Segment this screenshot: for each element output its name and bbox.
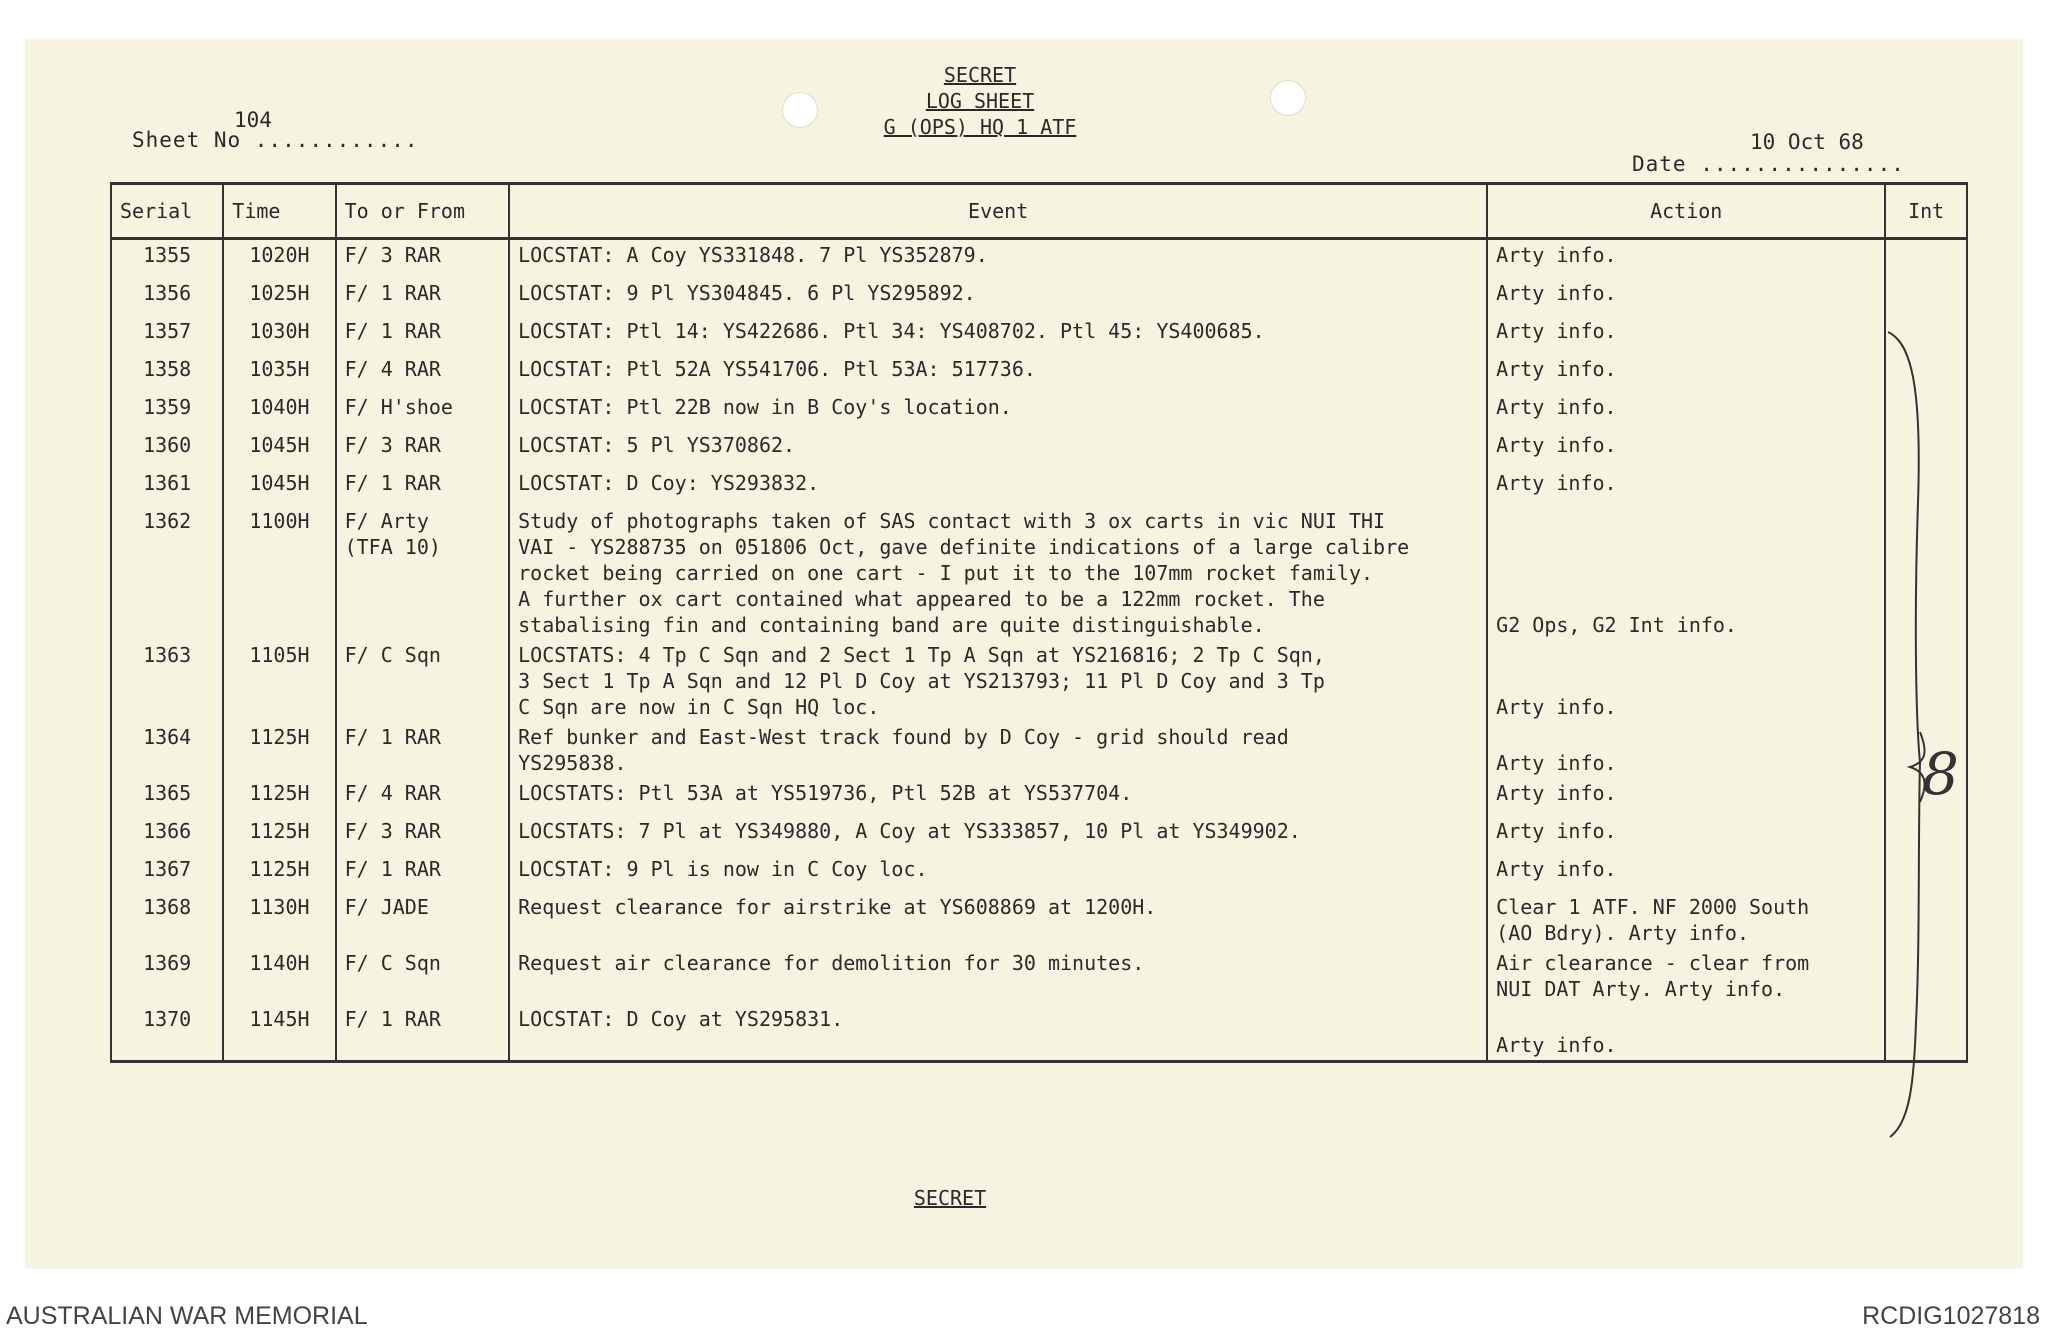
serial-cell: 1367	[111, 854, 223, 892]
document-title: LOG SHEET	[925, 89, 1035, 113]
time-cell: 1145H	[223, 1004, 335, 1062]
action-cell: Arty info.	[1487, 354, 1885, 392]
serial-cell: 1362	[111, 506, 223, 640]
sheet-number-value: 104	[234, 108, 272, 132]
time-cell: 1125H	[223, 854, 335, 892]
serial-cell: 1357	[111, 316, 223, 354]
event-cell: LOCSTAT: Ptl 14: YS422686. Ptl 34: YS408702. Ptl 45: YS400685.	[509, 316, 1487, 354]
time-cell: 1105H	[223, 640, 335, 722]
table-row	[111, 816, 1967, 854]
column-header-event: Event	[509, 184, 1487, 239]
action-cell: Arty info.	[1487, 392, 1885, 430]
table-row	[111, 892, 1967, 948]
to-from-cell: F/ 1 RAR	[336, 1004, 510, 1062]
classification-top: SECRET	[943, 63, 1017, 87]
to-from-cell: F/ 1 RAR	[336, 278, 510, 316]
time-cell: 1045H	[223, 430, 335, 468]
to-from-cell: F/ 1 RAR	[336, 468, 510, 506]
date-label: Date ...............	[1632, 152, 1905, 176]
to-from-cell: F/ 3 RAR	[336, 816, 510, 854]
credit-institution: AUSTRALIAN WAR MEMORIAL	[6, 1302, 368, 1330]
date-value: 10 Oct 68	[1750, 130, 1864, 154]
to-from-cell: F/ 1 RAR	[336, 854, 510, 892]
to-from-cell: F/ 4 RAR	[336, 354, 510, 392]
serial-cell: 1355	[111, 239, 223, 279]
time-cell: 1045H	[223, 468, 335, 506]
int-initial: 8	[1922, 740, 1959, 808]
table-row	[111, 354, 1967, 392]
action-cell: Arty info.	[1487, 778, 1885, 816]
serial-cell: 1365	[111, 778, 223, 816]
serial-cell: 1366	[111, 816, 223, 854]
action-cell: Clear 1 ATF. NF 2000 South (AO Bdry). Arty info.	[1487, 892, 1885, 948]
time-cell: 1035H	[223, 354, 335, 392]
event-cell: LOCSTATS: Ptl 53A at YS519736, Ptl 52B at YS537704.	[509, 778, 1487, 816]
table-row	[111, 722, 1967, 778]
punch-hole-right	[1270, 80, 1306, 116]
int-bracket-mark	[1880, 322, 1950, 1142]
time-cell: 1020H	[223, 239, 335, 279]
credit-record-id: RCDIG1027818	[1862, 1302, 2040, 1330]
punch-hole-left	[782, 92, 818, 128]
action-cell: Arty info.	[1487, 854, 1885, 892]
column-header-serial: Serial	[111, 184, 223, 239]
action-cell: Arty info.	[1487, 816, 1885, 854]
to-from-cell: F/ 3 RAR	[336, 430, 510, 468]
to-from-cell: F/ 1 RAR	[336, 316, 510, 354]
event-cell: LOCSTAT: 9 Pl YS304845. 6 Pl YS295892.	[509, 278, 1487, 316]
column-header-time: Time	[223, 184, 335, 239]
table-row	[111, 430, 1967, 468]
column-header-action: Action	[1487, 184, 1885, 239]
log-table-body	[111, 239, 1967, 1062]
to-from-cell: F/ 4 RAR	[336, 778, 510, 816]
event-cell: LOCSTAT: D Coy at YS295831.	[509, 1004, 1487, 1062]
table-row	[111, 778, 1967, 816]
time-cell: 1125H	[223, 816, 335, 854]
time-cell: 1130H	[223, 892, 335, 948]
to-from-cell: F/ Arty (TFA 10)	[336, 506, 510, 640]
event-cell: Ref bunker and East-West track found by D Coy - grid should read YS295838.	[509, 722, 1487, 778]
time-cell: 1030H	[223, 316, 335, 354]
event-cell: Study of photographs taken of SAS contact with 3 ox carts in vic NUI THI VAI - YS288735 on 051806 Oct, gave definite indications of a large calibre rocket being carried on one cart - I put it to the 107mm rocket family. A further ox cart contained what appeared to be a 122mm rocket. The stabalising fin and containing band are quite distinguishable.	[509, 506, 1487, 640]
table-row	[111, 239, 1967, 279]
serial-cell: 1368	[111, 892, 223, 948]
serial-cell: 1358	[111, 354, 223, 392]
to-from-cell: F/ C Sqn	[336, 948, 510, 1004]
event-cell: LOCSTAT: Ptl 22B now in B Coy's location.	[509, 392, 1487, 430]
event-cell: LOCSTAT: D Coy: YS293832.	[509, 468, 1487, 506]
action-cell: G2 Ops, G2 Int info.	[1487, 506, 1885, 640]
time-cell: 1125H	[223, 778, 335, 816]
time-cell: 1025H	[223, 278, 335, 316]
event-cell: Request clearance for airstrike at YS608869 at 1200H.	[509, 892, 1487, 948]
table-row	[111, 392, 1967, 430]
to-from-cell: F/ 1 RAR	[336, 722, 510, 778]
action-cell: Arty info.	[1487, 722, 1885, 778]
time-cell: 1140H	[223, 948, 335, 1004]
event-cell: LOCSTATS: 7 Pl at YS349880, A Coy at YS333857, 10 Pl at YS349902.	[509, 816, 1487, 854]
event-cell: LOCSTAT: Ptl 52A YS541706. Ptl 53A: 517736.	[509, 354, 1487, 392]
action-cell: Arty info.	[1487, 640, 1885, 722]
int-cell	[1885, 278, 1967, 316]
serial-cell: 1360	[111, 430, 223, 468]
table-row	[111, 854, 1967, 892]
serial-cell: 1361	[111, 468, 223, 506]
serial-cell: 1369	[111, 948, 223, 1004]
time-cell: 1040H	[223, 392, 335, 430]
table-row	[111, 948, 1967, 1004]
event-cell: LOCSTATS: 4 Tp C Sqn and 2 Sect 1 Tp A Sqn at YS216816; 2 Tp C Sqn, 3 Sect 1 Tp A Sqn and 12 Pl D Coy at YS213793; 11 Pl D Coy and 3 Tp C Sqn are now in C Sqn HQ loc.	[509, 640, 1487, 722]
action-cell: Arty info.	[1487, 430, 1885, 468]
table-row	[111, 278, 1967, 316]
table-row	[111, 468, 1967, 506]
action-cell: Arty info.	[1487, 468, 1885, 506]
time-cell: 1100H	[223, 506, 335, 640]
serial-cell: 1356	[111, 278, 223, 316]
document-header	[860, 62, 1100, 140]
to-from-cell: F/ H'shoe	[336, 392, 510, 430]
column-header-to-from: To or From	[336, 184, 510, 239]
int-cell	[1885, 239, 1967, 279]
event-cell: LOCSTAT: 5 Pl YS370862.	[509, 430, 1487, 468]
sheet-number-label: Sheet No ............	[132, 128, 419, 152]
table-row	[111, 640, 1967, 722]
unit-name: G (OPS) HQ 1 ATF	[883, 115, 1077, 139]
action-cell: Arty info.	[1487, 239, 1885, 279]
action-cell: Arty info.	[1487, 1004, 1885, 1062]
classification-bottom: SECRET	[913, 1186, 987, 1210]
table-header-row	[111, 184, 1967, 239]
to-from-cell: F/ 3 RAR	[336, 239, 510, 279]
to-from-cell: F/ JADE	[336, 892, 510, 948]
action-cell: Arty info.	[1487, 316, 1885, 354]
table-row	[111, 1004, 1967, 1062]
serial-cell: 1363	[111, 640, 223, 722]
sheet-number	[132, 108, 419, 152]
serial-cell: 1359	[111, 392, 223, 430]
table-row	[111, 506, 1967, 640]
sheet-date	[1632, 130, 1905, 176]
event-cell: LOCSTAT: 9 Pl is now in C Coy loc.	[509, 854, 1487, 892]
log-table	[110, 182, 1968, 1063]
to-from-cell: F/ C Sqn	[336, 640, 510, 722]
time-cell: 1125H	[223, 722, 335, 778]
event-cell: Request air clearance for demolition for 30 minutes.	[509, 948, 1487, 1004]
action-cell: Arty info.	[1487, 278, 1885, 316]
table-row	[111, 316, 1967, 354]
event-cell: LOCSTAT: A Coy YS331848. 7 Pl YS352879.	[509, 239, 1487, 279]
serial-cell: 1370	[111, 1004, 223, 1062]
action-cell: Air clearance - clear from NUI DAT Arty. Arty info.	[1487, 948, 1885, 1004]
column-header-int: Int	[1885, 184, 1967, 239]
serial-cell: 1364	[111, 722, 223, 778]
